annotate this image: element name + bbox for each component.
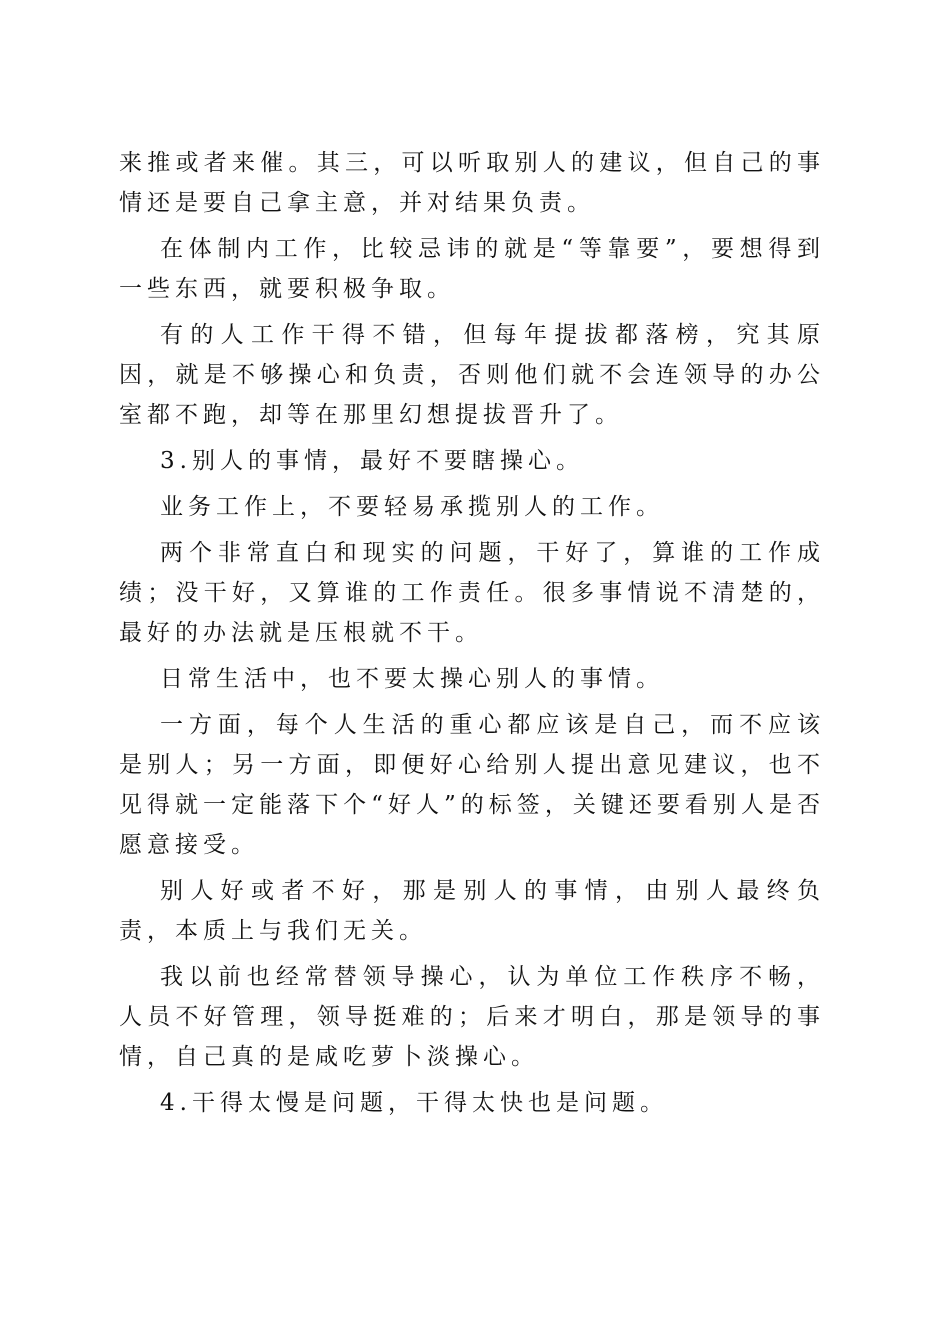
paragraph: 来推或者来催。其三，可以听取别人的建议，但自己的事情还是要自己拿主意，并对结果负责。: [119, 150, 825, 216]
paragraph: 在体制内工作，比较忌讳的就是“等靠要”，要想得到一些东西，就要积极争取。: [119, 236, 825, 302]
paragraph: 一方面，每个人生活的重心都应该是自己，而不应该是别人；另一方面，即便好心给别人提出意见建议，也不见得就一定能落下个“好人”的标签，关键还要看别人是否愿意接受。: [119, 712, 825, 858]
paragraph: 我以前也经常替领导操心，认为单位工作秩序不畅，人员不好管理，领导挺难的；后来才明白，那是领导的事情，自己真的是咸吃萝卜淡操心。: [119, 964, 825, 1070]
section-heading: 4.干得太慢是问题，干得太快也是问题。: [160, 1090, 668, 1116]
paragraph: 别人好或者不好，那是别人的事情，由别人最终负责，本质上与我们无关。: [119, 878, 825, 944]
document-body: [119, 143, 825, 1129]
paragraph: 业务工作上，不要轻易承揽别人的工作。: [160, 494, 664, 520]
paragraph: 有的人工作干得不错，但每年提拔都落榜，究其原因，就是不够操心和负责，否则他们就不会连领导的办公室都不跑，却等在那里幻想提拔晋升了。: [119, 322, 825, 428]
paragraph: 两个非常直白和现实的问题，干好了，算谁的工作成绩；没干好，又算谁的工作责任。很多事情说不清楚的，最好的办法就是压根就不干。: [119, 540, 825, 646]
paragraph: 日常生活中，也不要太操心别人的事情。: [160, 666, 664, 692]
section-heading: 3.别人的事情，最好不要瞎操心。: [160, 448, 584, 474]
